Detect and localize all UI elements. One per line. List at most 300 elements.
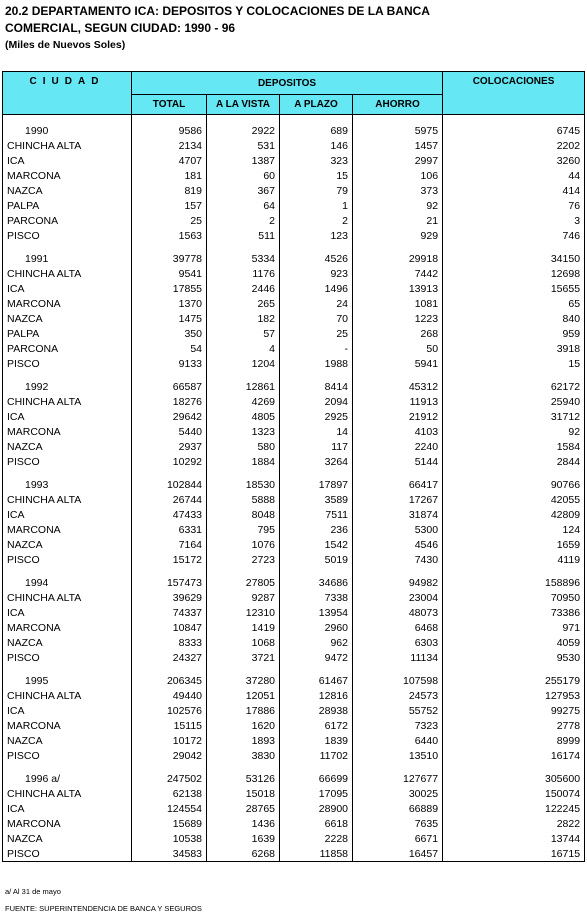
cell-total: 9541 — [132, 266, 207, 281]
cell-ciudad: ICA — [3, 801, 132, 816]
cell-ahorro: 66889 — [353, 801, 443, 816]
header-ahorro: AHORRO — [353, 95, 443, 115]
cell-a-la-vista: 1436 — [207, 816, 280, 831]
cell-total: 29642 — [132, 409, 207, 424]
cell-ahorro: 7635 — [353, 816, 443, 831]
cell-a-la-vista: 531 — [207, 138, 280, 153]
cell-a-la-vista: 1176 — [207, 266, 280, 281]
cell-a-la-vista: 1323 — [207, 424, 280, 439]
table-row — [3, 296, 585, 311]
header-ciudad: CIUDAD — [3, 72, 132, 115]
cell-ciudad: PALPA — [3, 198, 132, 213]
cell-total: 1370 — [132, 296, 207, 311]
cell-colocaciones: 6745 — [443, 123, 585, 138]
table-row — [3, 733, 585, 748]
cell-colocaciones: 840 — [443, 311, 585, 326]
cell-a-la-vista: 53126 — [207, 771, 280, 786]
group-spacer — [3, 469, 585, 477]
table-row — [3, 590, 585, 605]
cell-colocaciones: 127953 — [443, 688, 585, 703]
cell-ahorro: 1081 — [353, 296, 443, 311]
table-row — [3, 620, 585, 635]
cell-ahorro: 13913 — [353, 281, 443, 296]
cell-colocaciones: 13744 — [443, 831, 585, 846]
cell-a-plazo: 7511 — [280, 507, 353, 522]
year-row — [3, 575, 585, 590]
cell-a-plazo: 323 — [280, 153, 353, 168]
table-row — [3, 311, 585, 326]
table-row — [3, 198, 585, 213]
title-line-1: 20.2 DEPARTAMENTO ICA: DEPOSITOS Y COLOCACIONES DE LA BANCA — [5, 4, 430, 18]
cell-total: 15115 — [132, 718, 207, 733]
cell-a-plazo: 1 — [280, 198, 353, 213]
table-row — [3, 688, 585, 703]
cell-a-la-vista: 8048 — [207, 507, 280, 522]
cell-colocaciones: 44 — [443, 168, 585, 183]
cell-ciudad: PISCO — [3, 552, 132, 567]
cell-colocaciones: 122245 — [443, 801, 585, 816]
title-line-2: COMERCIAL, SEGUN CIUDAD: 1990 - 96 — [5, 21, 236, 35]
cell-ciudad: 1990 — [3, 123, 132, 138]
cell-total: 247502 — [132, 771, 207, 786]
cell-a-plazo: 3264 — [280, 454, 353, 469]
cell-total: 206345 — [132, 673, 207, 688]
cell-ahorro: 6440 — [353, 733, 443, 748]
deposits-table — [2, 71, 585, 862]
cell-ciudad: PISCO — [3, 454, 132, 469]
group-spacer — [3, 665, 585, 673]
cell-total: 39778 — [132, 251, 207, 266]
cell-a-la-vista: 17886 — [207, 703, 280, 718]
cell-a-plazo: 11702 — [280, 748, 353, 763]
cell-total: 9586 — [132, 123, 207, 138]
cell-ciudad: MARCONA — [3, 718, 132, 733]
cell-total: 4707 — [132, 153, 207, 168]
cell-a-plazo: 9472 — [280, 650, 353, 665]
cell-colocaciones: 2778 — [443, 718, 585, 733]
cell-a-plazo: 689 — [280, 123, 353, 138]
table-row — [3, 326, 585, 341]
cell-colocaciones: 150074 — [443, 786, 585, 801]
footnote: a/ Al 31 de mayo — [5, 887, 61, 896]
cell-ahorro: 50 — [353, 341, 443, 356]
cell-a-plazo: 7338 — [280, 590, 353, 605]
cell-ciudad: CHINCHA ALTA — [3, 590, 132, 605]
cell-ciudad: ICA — [3, 507, 132, 522]
cell-ciudad: CHINCHA ALTA — [3, 138, 132, 153]
cell-total: 26744 — [132, 492, 207, 507]
cell-ahorro: 107598 — [353, 673, 443, 688]
cell-ahorro: 11913 — [353, 394, 443, 409]
cell-colocaciones: 305600 — [443, 771, 585, 786]
cell-total: 10847 — [132, 620, 207, 635]
cell-ciudad: 1993 — [3, 477, 132, 492]
cell-a-plazo: 236 — [280, 522, 353, 537]
cell-a-plazo: 6618 — [280, 816, 353, 831]
table-row — [3, 846, 585, 862]
cell-a-plazo: 11858 — [280, 846, 353, 862]
cell-colocaciones: 62172 — [443, 379, 585, 394]
cell-total: 7164 — [132, 537, 207, 552]
year-row — [3, 379, 585, 394]
cell-ciudad: PARCONA — [3, 341, 132, 356]
table-row — [3, 424, 585, 439]
cell-a-la-vista: 1419 — [207, 620, 280, 635]
cell-a-plazo: 6172 — [280, 718, 353, 733]
cell-total: 819 — [132, 183, 207, 198]
year-row — [3, 673, 585, 688]
cell-a-la-vista: 15018 — [207, 786, 280, 801]
cell-colocaciones: 2202 — [443, 138, 585, 153]
cell-a-la-vista: 2 — [207, 213, 280, 228]
header-total: TOTAL — [132, 95, 207, 115]
cell-a-la-vista: 265 — [207, 296, 280, 311]
cell-ciudad: CHINCHA ALTA — [3, 786, 132, 801]
cell-a-plazo: 12816 — [280, 688, 353, 703]
cell-a-la-vista: 3721 — [207, 650, 280, 665]
cell-colocaciones: 31712 — [443, 409, 585, 424]
cell-colocaciones: 746 — [443, 228, 585, 243]
table-row — [3, 718, 585, 733]
cell-total: 8333 — [132, 635, 207, 650]
cell-colocaciones: 16174 — [443, 748, 585, 763]
table-body — [3, 115, 585, 862]
cell-ciudad: CHINCHA ALTA — [3, 492, 132, 507]
table-row — [3, 138, 585, 153]
cell-a-plazo: 4526 — [280, 251, 353, 266]
table-row — [3, 831, 585, 846]
cell-colocaciones: 2822 — [443, 816, 585, 831]
cell-a-plazo: 146 — [280, 138, 353, 153]
cell-a-la-vista: 6268 — [207, 846, 280, 862]
cell-a-la-vista: 5334 — [207, 251, 280, 266]
cell-a-plazo: 28900 — [280, 801, 353, 816]
cell-ciudad: 1992 — [3, 379, 132, 394]
cell-ciudad: PALPA — [3, 326, 132, 341]
cell-colocaciones: 15 — [443, 356, 585, 371]
cell-a-plazo: 1988 — [280, 356, 353, 371]
cell-a-plazo: 14 — [280, 424, 353, 439]
table-row — [3, 183, 585, 198]
cell-ciudad: 1996 a/ — [3, 771, 132, 786]
cell-ahorro: 2997 — [353, 153, 443, 168]
cell-ciudad: PISCO — [3, 356, 132, 371]
cell-total: 18276 — [132, 394, 207, 409]
cell-ahorro: 66417 — [353, 477, 443, 492]
cell-a-plazo: 2 — [280, 213, 353, 228]
cell-colocaciones: 4119 — [443, 552, 585, 567]
table-row — [3, 394, 585, 409]
cell-colocaciones: 99275 — [443, 703, 585, 718]
cell-ahorro: 24573 — [353, 688, 443, 703]
cell-colocaciones: 42809 — [443, 507, 585, 522]
cell-a-plazo: 17095 — [280, 786, 353, 801]
cell-a-la-vista: 12861 — [207, 379, 280, 394]
cell-total: 5440 — [132, 424, 207, 439]
cell-colocaciones: 4059 — [443, 635, 585, 650]
cell-a-la-vista: 3830 — [207, 748, 280, 763]
cell-a-la-vista: 1204 — [207, 356, 280, 371]
cell-total: 102576 — [132, 703, 207, 718]
cell-a-la-vista: 18530 — [207, 477, 280, 492]
cell-total: 1563 — [132, 228, 207, 243]
cell-total: 2937 — [132, 439, 207, 454]
document-title — [5, 3, 430, 54]
cell-ahorro: 5144 — [353, 454, 443, 469]
cell-colocaciones: 255179 — [443, 673, 585, 688]
cell-a-la-vista: 511 — [207, 228, 280, 243]
group-spacer — [3, 243, 585, 251]
cell-ahorro: 11134 — [353, 650, 443, 665]
cell-total: 15172 — [132, 552, 207, 567]
cell-ciudad: NAZCA — [3, 733, 132, 748]
cell-a-plazo: 79 — [280, 183, 353, 198]
cell-ahorro: 373 — [353, 183, 443, 198]
cell-a-plazo: 3589 — [280, 492, 353, 507]
table-row — [3, 356, 585, 371]
cell-total: 10292 — [132, 454, 207, 469]
table-row — [3, 605, 585, 620]
source-note: FUENTE: SUPERINTENDENCIA DE BANCA Y SEGUROS — [5, 904, 202, 913]
table-row — [3, 635, 585, 650]
cell-total: 2134 — [132, 138, 207, 153]
table-row — [3, 454, 585, 469]
cell-ciudad: NAZCA — [3, 635, 132, 650]
cell-a-la-vista: 4 — [207, 341, 280, 356]
cell-ciudad: 1991 — [3, 251, 132, 266]
cell-ahorro: 106 — [353, 168, 443, 183]
table-row — [3, 703, 585, 718]
cell-a-plazo: 2925 — [280, 409, 353, 424]
cell-a-la-vista: 37280 — [207, 673, 280, 688]
cell-a-la-vista: 9287 — [207, 590, 280, 605]
cell-total: 29042 — [132, 748, 207, 763]
table-row — [3, 552, 585, 567]
cell-ahorro: 30025 — [353, 786, 443, 801]
cell-a-plazo: 17897 — [280, 477, 353, 492]
cell-colocaciones: 3918 — [443, 341, 585, 356]
group-spacer — [3, 567, 585, 575]
cell-ahorro: 127677 — [353, 771, 443, 786]
cell-a-plazo: 15 — [280, 168, 353, 183]
cell-a-la-vista: 64 — [207, 198, 280, 213]
cell-ahorro: 2240 — [353, 439, 443, 454]
cell-total: 102844 — [132, 477, 207, 492]
cell-a-plazo: 2228 — [280, 831, 353, 846]
cell-a-plazo: 34686 — [280, 575, 353, 590]
cell-ahorro: 13510 — [353, 748, 443, 763]
cell-colocaciones: 9530 — [443, 650, 585, 665]
table-row — [3, 266, 585, 281]
cell-total: 157473 — [132, 575, 207, 590]
cell-total: 157 — [132, 198, 207, 213]
header-depositos: DEPOSITOS — [132, 72, 443, 95]
cell-total: 9133 — [132, 356, 207, 371]
cell-ciudad: MARCONA — [3, 296, 132, 311]
cell-colocaciones: 73386 — [443, 605, 585, 620]
cell-colocaciones: 70950 — [443, 590, 585, 605]
cell-ciudad: PISCO — [3, 228, 132, 243]
cell-a-la-vista: 60 — [207, 168, 280, 183]
table-row — [3, 537, 585, 552]
cell-ahorro: 7442 — [353, 266, 443, 281]
cell-total: 10172 — [132, 733, 207, 748]
cell-total: 181 — [132, 168, 207, 183]
cell-a-la-vista: 580 — [207, 439, 280, 454]
cell-a-la-vista: 1639 — [207, 831, 280, 846]
table-row — [3, 507, 585, 522]
cell-ahorro: 5975 — [353, 123, 443, 138]
cell-ahorro: 6671 — [353, 831, 443, 846]
cell-a-plazo: 1542 — [280, 537, 353, 552]
cell-ciudad: ICA — [3, 703, 132, 718]
cell-ciudad: CHINCHA ALTA — [3, 266, 132, 281]
cell-ahorro: 7430 — [353, 552, 443, 567]
cell-colocaciones: 1584 — [443, 439, 585, 454]
cell-colocaciones: 3 — [443, 213, 585, 228]
cell-a-la-vista: 1620 — [207, 718, 280, 733]
table-row — [3, 213, 585, 228]
cell-ahorro: 5941 — [353, 356, 443, 371]
cell-total: 15689 — [132, 816, 207, 831]
year-row — [3, 771, 585, 786]
cell-ciudad: NAZCA — [3, 311, 132, 326]
cell-colocaciones: 25940 — [443, 394, 585, 409]
cell-ahorro: 5300 — [353, 522, 443, 537]
cell-total: 39629 — [132, 590, 207, 605]
cell-colocaciones: 90766 — [443, 477, 585, 492]
cell-a-plazo: 8414 — [280, 379, 353, 394]
cell-a-plazo: 61467 — [280, 673, 353, 688]
cell-ciudad: ICA — [3, 281, 132, 296]
cell-ahorro: 929 — [353, 228, 443, 243]
cell-colocaciones: 8999 — [443, 733, 585, 748]
cell-colocaciones: 158896 — [443, 575, 585, 590]
cell-ahorro: 31874 — [353, 507, 443, 522]
table-row — [3, 168, 585, 183]
cell-ciudad: ICA — [3, 605, 132, 620]
cell-total: 24327 — [132, 650, 207, 665]
cell-a-la-vista: 12310 — [207, 605, 280, 620]
cell-ahorro: 268 — [353, 326, 443, 341]
cell-total: 34583 — [132, 846, 207, 862]
cell-colocaciones: 16715 — [443, 846, 585, 862]
cell-total: 47433 — [132, 507, 207, 522]
cell-ahorro: 45312 — [353, 379, 443, 394]
cell-total: 124554 — [132, 801, 207, 816]
group-spacer — [3, 763, 585, 771]
cell-ciudad: 1994 — [3, 575, 132, 590]
cell-total: 66587 — [132, 379, 207, 394]
table-row — [3, 522, 585, 537]
cell-a-plazo: 962 — [280, 635, 353, 650]
cell-a-la-vista: 5888 — [207, 492, 280, 507]
cell-total: 17855 — [132, 281, 207, 296]
cell-colocaciones: 92 — [443, 424, 585, 439]
cell-ahorro: 7323 — [353, 718, 443, 733]
cell-a-plazo: 923 — [280, 266, 353, 281]
cell-ciudad: NAZCA — [3, 183, 132, 198]
cell-colocaciones: 2844 — [443, 454, 585, 469]
table-row — [3, 409, 585, 424]
cell-total: 1475 — [132, 311, 207, 326]
cell-ahorro: 29918 — [353, 251, 443, 266]
table-row — [3, 492, 585, 507]
cell-a-la-vista: 12051 — [207, 688, 280, 703]
cell-ciudad: MARCONA — [3, 522, 132, 537]
cell-colocaciones: 959 — [443, 326, 585, 341]
cell-ahorro: 23004 — [353, 590, 443, 605]
cell-a-la-vista: 795 — [207, 522, 280, 537]
cell-a-la-vista: 2446 — [207, 281, 280, 296]
cell-a-plazo: 123 — [280, 228, 353, 243]
cell-a-plazo: 66699 — [280, 771, 353, 786]
table-row — [3, 786, 585, 801]
cell-colocaciones: 42055 — [443, 492, 585, 507]
cell-a-la-vista: 2723 — [207, 552, 280, 567]
cell-total: 350 — [132, 326, 207, 341]
cell-ahorro: 4103 — [353, 424, 443, 439]
cell-colocaciones: 3260 — [443, 153, 585, 168]
cell-ciudad: ICA — [3, 153, 132, 168]
cell-ahorro: 48073 — [353, 605, 443, 620]
cell-colocaciones: 124 — [443, 522, 585, 537]
cell-ahorro: 94982 — [353, 575, 443, 590]
cell-colocaciones: 971 — [443, 620, 585, 635]
table-row — [3, 650, 585, 665]
year-row — [3, 251, 585, 266]
cell-ahorro: 17267 — [353, 492, 443, 507]
cell-a-plazo: 70 — [280, 311, 353, 326]
cell-a-plazo: - — [280, 341, 353, 356]
cell-a-plazo: 25 — [280, 326, 353, 341]
table-row — [3, 341, 585, 356]
cell-ciudad: MARCONA — [3, 424, 132, 439]
table-row — [3, 816, 585, 831]
cell-total: 10538 — [132, 831, 207, 846]
header-a-plazo: A PLAZO — [280, 95, 353, 115]
group-spacer — [3, 371, 585, 379]
cell-a-plazo: 13954 — [280, 605, 353, 620]
cell-a-la-vista: 4805 — [207, 409, 280, 424]
cell-ciudad: PARCONA — [3, 213, 132, 228]
cell-colocaciones: 414 — [443, 183, 585, 198]
cell-colocaciones: 76 — [443, 198, 585, 213]
header-colocaciones: COLOCACIONES — [443, 72, 585, 115]
cell-a-plazo: 1839 — [280, 733, 353, 748]
cell-a-la-vista: 27805 — [207, 575, 280, 590]
cell-a-la-vista: 367 — [207, 183, 280, 198]
cell-a-plazo: 117 — [280, 439, 353, 454]
table-row — [3, 153, 585, 168]
header-a-la-vista: A LA VISTA — [207, 95, 280, 115]
table-row — [3, 281, 585, 296]
cell-ciudad: CHINCHA ALTA — [3, 394, 132, 409]
table-row — [3, 228, 585, 243]
table-row — [3, 748, 585, 763]
cell-ahorro: 6468 — [353, 620, 443, 635]
cell-a-plazo: 5019 — [280, 552, 353, 567]
cell-ahorro: 1457 — [353, 138, 443, 153]
cell-total: 54 — [132, 341, 207, 356]
cell-a-la-vista: 182 — [207, 311, 280, 326]
cell-ahorro: 16457 — [353, 846, 443, 862]
cell-ciudad: PISCO — [3, 650, 132, 665]
cell-a-la-vista: 1884 — [207, 454, 280, 469]
cell-total: 49440 — [132, 688, 207, 703]
cell-ciudad: ICA — [3, 409, 132, 424]
cell-total: 25 — [132, 213, 207, 228]
